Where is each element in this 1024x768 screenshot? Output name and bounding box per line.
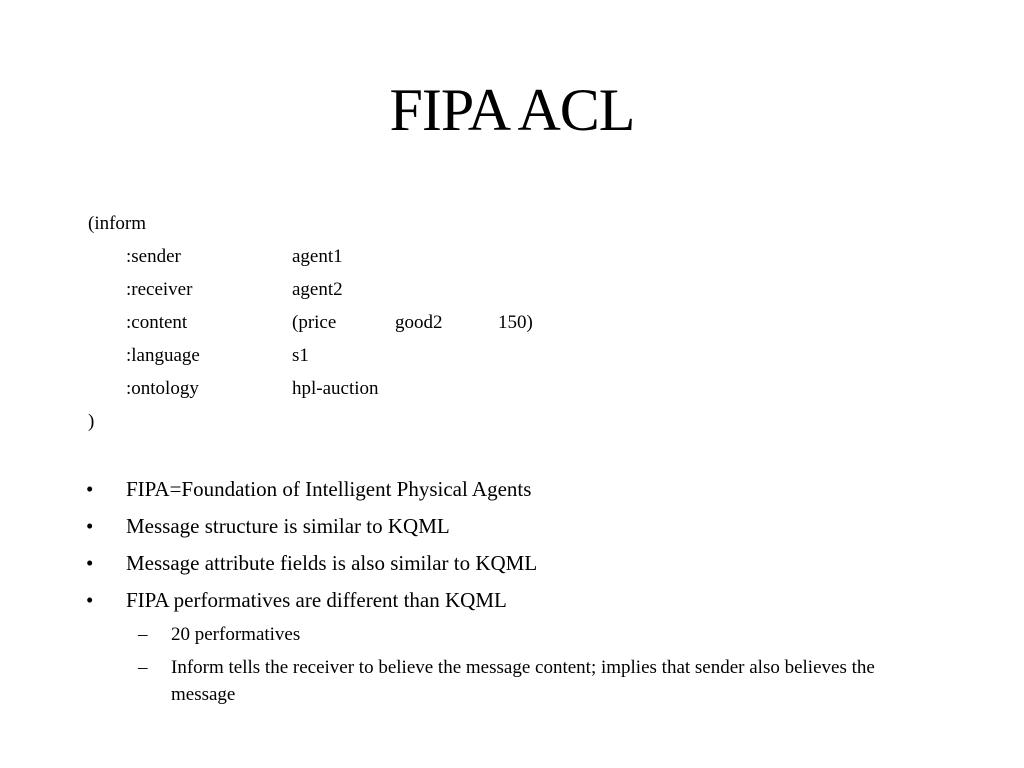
field-key-receiver: :receiver: [126, 279, 193, 300]
message-open: (inform: [88, 213, 147, 234]
bullet-text: FIPA performatives are different than KQML: [126, 588, 507, 612]
bullet-icon: •: [86, 514, 94, 538]
bullet-text: FIPA=Foundation of Intelligent Physical Agents: [126, 477, 532, 501]
message-close: ): [88, 411, 95, 432]
bullet-icon: •: [86, 477, 94, 501]
slide-title: FIPA ACL: [389, 77, 635, 143]
field-value-content-item: good2: [395, 312, 443, 333]
sub-bullet-text: Inform tells the receiver to believe the message content; implies that sender also believes the message: [171, 657, 875, 705]
field-key-ontology: :ontology: [126, 378, 199, 399]
field-key-content: :content: [126, 312, 188, 333]
sub-bullet-text: 20 performatives: [171, 624, 301, 645]
dash-icon: –: [138, 624, 148, 645]
bullet-text: Message attribute fields is also similar to KQML: [126, 551, 538, 575]
bullet-text: Message structure is similar to KQML: [126, 514, 450, 538]
bullet-icon: •: [86, 588, 94, 612]
field-value-ontology: hpl-auction: [292, 378, 379, 399]
field-value-content-predicate: (price: [292, 312, 337, 333]
field-key-language: :language: [126, 345, 200, 366]
field-value-receiver: agent2: [292, 279, 343, 300]
field-value-sender: agent1: [292, 246, 343, 267]
field-value-language: s1: [292, 345, 309, 366]
bullet-icon: •: [86, 551, 94, 575]
field-value-content-amount: 150): [498, 312, 533, 333]
dash-icon: –: [138, 657, 148, 678]
field-key-sender: :sender: [126, 246, 181, 267]
